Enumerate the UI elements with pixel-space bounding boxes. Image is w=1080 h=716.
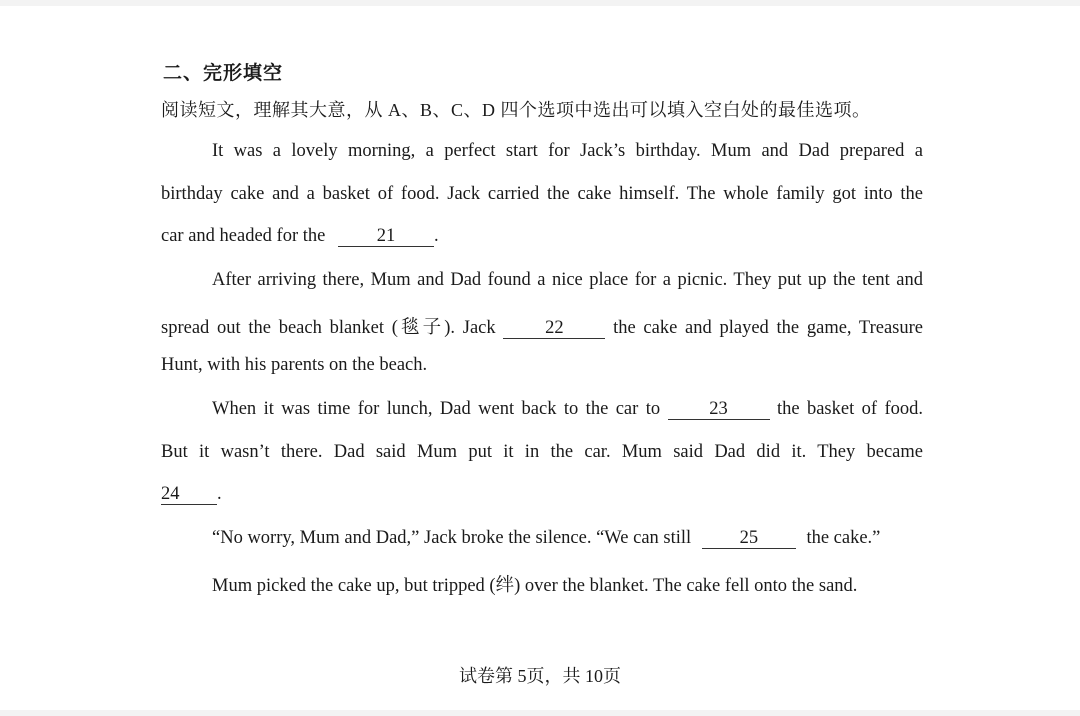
passage-line-10: [212, 528, 974, 549]
passage-line-1: It was a lovely morning, a perfect start for Jack’s birthday. Mum and Dad prepared a: [212, 141, 923, 161]
passage-line-3: [161, 226, 923, 247]
passage-text: .: [217, 484, 222, 504]
passage-text: spread out the beach blanket (毯子). Jack: [161, 318, 496, 338]
passage-line-8: But it wasn’t there. Dad said Mum put it in the car. Mum said Dad did it. They became: [161, 442, 923, 462]
passage-text: the basket of food.: [776, 399, 924, 419]
passage-line-4: After arriving there, Mum and Dad found a nice place for a picnic. They put up the tent and: [212, 270, 923, 290]
blank-23: 23: [668, 399, 770, 420]
exam-page: [0, 6, 1080, 710]
blank-25: 25: [702, 528, 796, 549]
passage-text: .: [433, 226, 439, 246]
instruction-text: 阅读短文，理解其大意，从 A、B、C、D 四个选项中选出可以填入空白处的最佳选项。: [161, 100, 871, 120]
passage-text: car and headed for the: [161, 226, 326, 246]
page-footer: 试卷第 5页，共 10页: [459, 666, 621, 686]
passage-line-5: [161, 313, 923, 339]
passage-line-6: Hunt, with his parents on the beach.: [161, 355, 428, 375]
section-title: 二、完形填空: [163, 63, 284, 84]
passage-text: the cake and played the game, Treasure: [613, 318, 923, 338]
passage-line-7: [212, 399, 923, 420]
passage-text: the cake.”: [806, 528, 881, 548]
passage-line-2: birthday cake and a basket of food. Jack carried the cake himself. The whole family got into the: [161, 184, 923, 204]
passage-line-9: [161, 484, 923, 505]
passage-text: “No worry, Mum and Dad,” Jack broke the silence. “We can still: [212, 528, 692, 548]
blank-22: 22: [503, 318, 605, 339]
passage-line-11: Mum picked the cake up, but tripped (绊) over the blanket. The cake fell onto the sand.: [212, 576, 858, 596]
passage-text: When it was time for lunch, Dad went back to the car to: [212, 399, 661, 419]
blank-24: 24: [161, 484, 217, 505]
blank-21: 21: [338, 226, 434, 247]
